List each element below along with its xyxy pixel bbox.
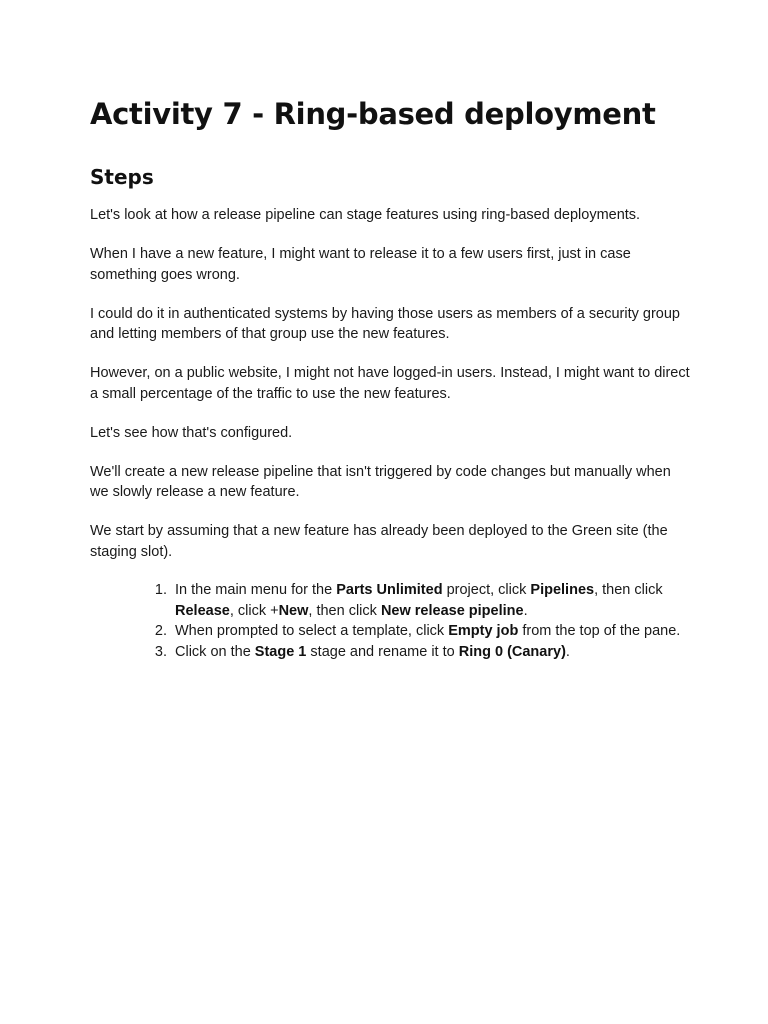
paragraph-new-feature: When I have a new feature, I might want to release it to a few users first, just in case something goes wrong. [90, 246, 631, 283]
paragraph-authenticated: I could do it in authenticated systems by having those users as members of a security group and letting members of that group use the new features. [90, 305, 680, 342]
paragraph-green-site: We start by assuming that a new feature has already been deployed to the Green site (the staging slot). [90, 523, 668, 560]
paragraph-intro: Let's look at how a release pipeline can stage features using ring-based deployments. [90, 207, 641, 223]
page-title: Activity 7 - Ring-based deployment [90, 97, 656, 131]
paragraph-configured: Let's see how that's configured. [90, 424, 293, 441]
document-page [90, 94, 690, 662]
paragraph-public-website: However, on a public website, I might not have logged-in users. Instead, I might want to direct a small percentage of the traffic to use the new features. [90, 365, 690, 402]
list-item: 1. In the main menu for the Parts Unlimited project, click Pipelines, then click Release, click +New, then click New release pipeline. [171, 580, 690, 621]
paragraph-release-pipeline: We'll create a new release pipeline that isn't triggered by code changes but manually when we slowly release a new feature. [90, 463, 671, 500]
steps-list [90, 580, 690, 662]
list-item: 3. Click on the Stage 1 stage and rename it to Ring 0 (Canary). [171, 642, 690, 663]
list-item: 2. When prompted to select a template, click Empty job from the top of the pane. [171, 621, 690, 642]
steps-heading: Steps [90, 165, 154, 189]
